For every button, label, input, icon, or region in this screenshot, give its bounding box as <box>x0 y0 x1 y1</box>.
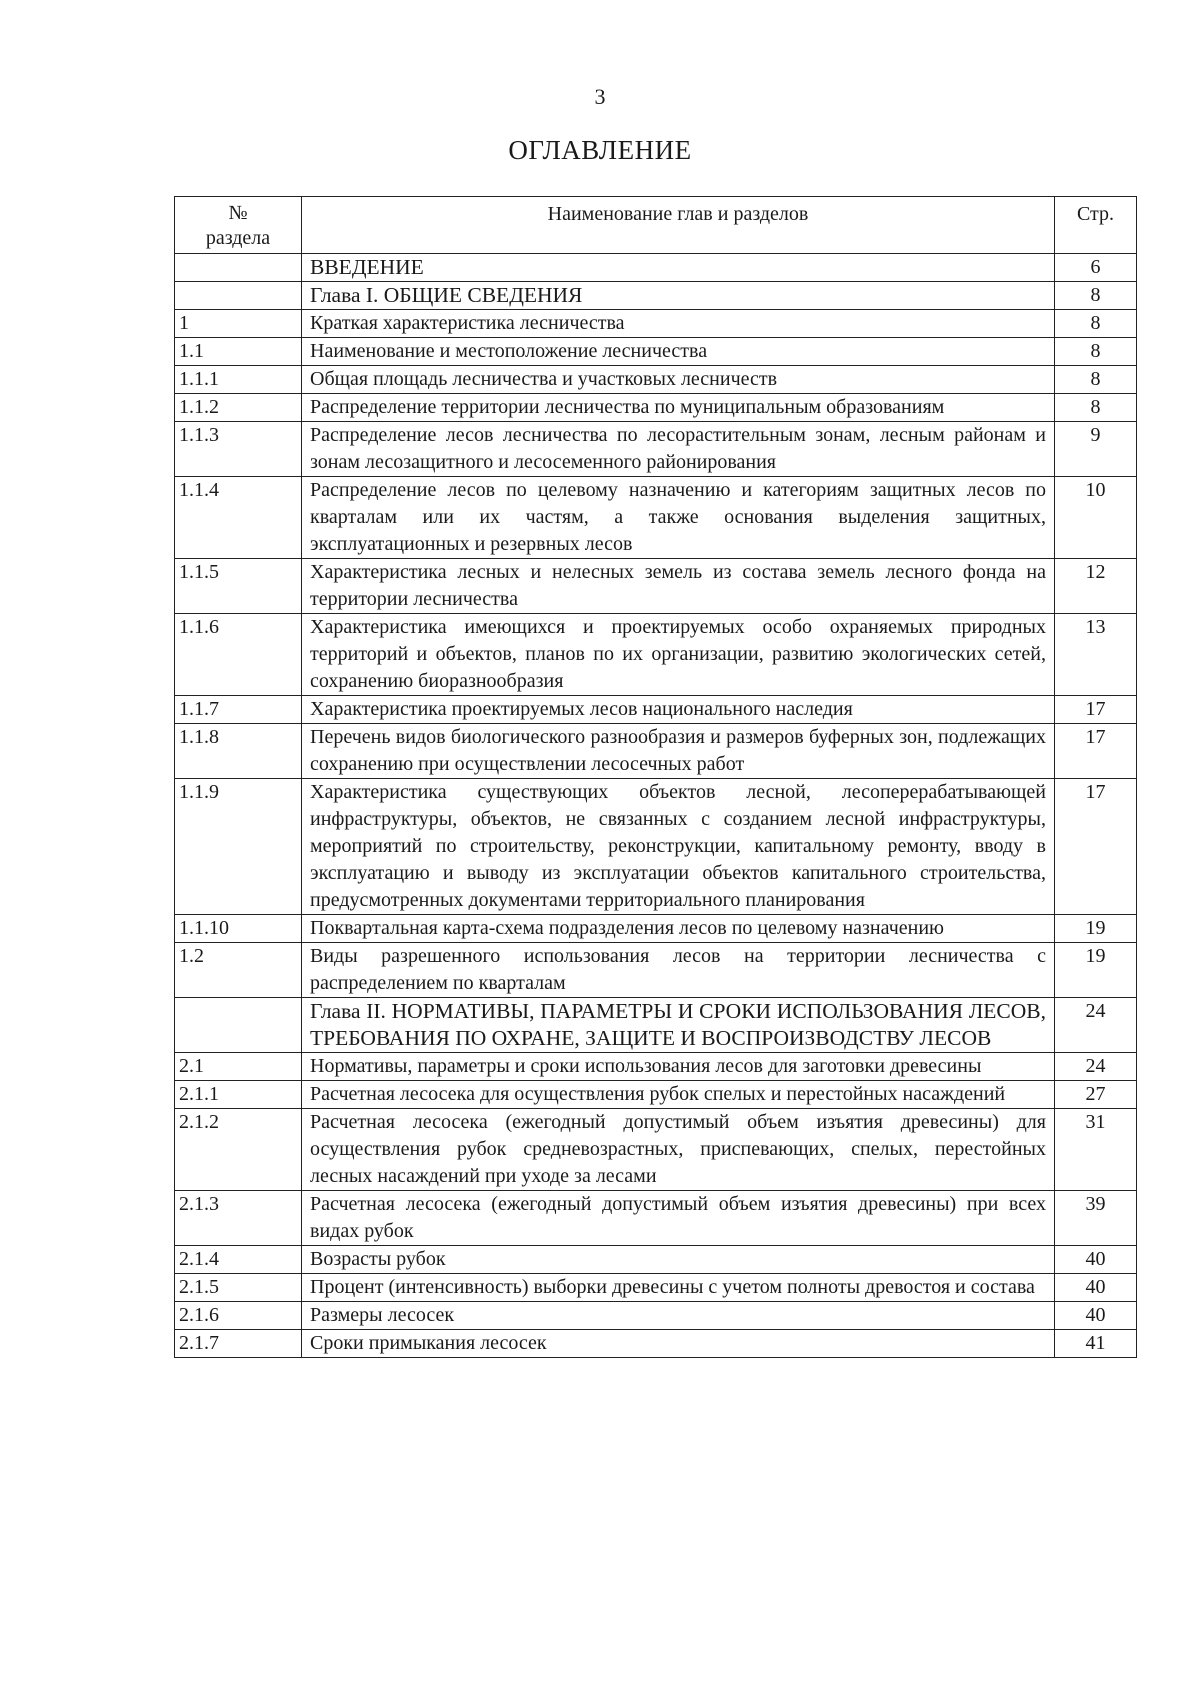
section-number: 2.1.3 <box>175 1191 302 1246</box>
toc-row <box>175 1302 1137 1330</box>
page-ref: 39 <box>1055 1191 1137 1246</box>
page-ref: 8 <box>1055 366 1137 394</box>
page-ref: 8 <box>1055 310 1137 338</box>
toc-row <box>175 1330 1137 1358</box>
section-title: Возрасты рубок <box>302 1246 1055 1274</box>
section-number: 1.1.10 <box>175 915 302 943</box>
page-ref: 13 <box>1055 614 1137 696</box>
toc-row <box>175 477 1137 559</box>
section-title: Краткая характеристика лесничества <box>302 310 1055 338</box>
section-title: Характеристика проектируемых лесов национального наследия <box>302 696 1055 724</box>
section-title: Распределение лесов лесничества по лесорастительным зонам, лесным районам и зонам лесозащитного и лесосеменного районирования <box>302 422 1055 477</box>
page-ref: 24 <box>1055 1053 1137 1081</box>
toc-row <box>175 1053 1137 1081</box>
section-number: 1.1.9 <box>175 779 302 915</box>
section-number: 1.1.1 <box>175 366 302 394</box>
toc-row <box>175 1246 1137 1274</box>
page-ref: 17 <box>1055 724 1137 779</box>
toc-header-row <box>175 197 1137 254</box>
page-ref: 17 <box>1055 779 1137 915</box>
section-title: Глава II. НОРМАТИВЫ, ПАРАМЕТРЫ И СРОКИ ИСПОЛЬЗОВАНИЯ ЛЕСОВ, ТРЕБОВАНИЯ ПО ОХРАНЕ, ЗАЩИТЕ И ВОСПРОИЗВОДСТВУ ЛЕСОВ <box>302 998 1055 1053</box>
section-number <box>175 254 302 282</box>
section-number: 1.1.3 <box>175 422 302 477</box>
page-ref: 8 <box>1055 338 1137 366</box>
toc-row <box>175 1274 1137 1302</box>
section-number: 2.1.5 <box>175 1274 302 1302</box>
section-title: Наименование и местоположение лесничества <box>302 338 1055 366</box>
section-title: Виды разрешенного использования лесов на территории лесничества с распределением по кварталам <box>302 943 1055 998</box>
page-ref: 19 <box>1055 943 1137 998</box>
toc-row <box>175 366 1137 394</box>
section-title-header: Наименование глав и разделов <box>302 197 1055 254</box>
section-title: ВВЕДЕНИЕ <box>302 254 1055 282</box>
section-title: Сроки примыкания лесосек <box>302 1330 1055 1358</box>
toc-row <box>175 338 1137 366</box>
page-ref: 27 <box>1055 1081 1137 1109</box>
section-number-header-line2: раздела <box>205 227 271 249</box>
section-number <box>175 282 302 310</box>
section-title: Распределение лесов по целевому назначению и категориям защитных лесов по кварталам или их частям, а также основания выделения защитных, эксплуатационных и резервных лесов <box>302 477 1055 559</box>
toc-row <box>175 394 1137 422</box>
section-title: Характеристика существующих объектов лесной, лесоперерабатывающей инфраструктуры, объектов, не связанных с созданием лесной инфраструктуры, мероприятий по строительству, реконструкции, капитальному ремонту, вводу в эксплуатацию и выводу из эксплуатации объектов капитального строительства, предусмотренных документами территориального планирования <box>302 779 1055 915</box>
section-number-header-line1: № <box>228 202 248 224</box>
section-title: Общая площадь лесничества и участковых лесничеств <box>302 366 1055 394</box>
section-number: 2.1.2 <box>175 1109 302 1191</box>
section-title: Поквартальная карта-схема подразделения лесов по целевому назначению <box>302 915 1055 943</box>
page-header: Стр. <box>1055 197 1137 254</box>
section-title: Характеристика имеющихся и проектируемых особо охраняемых природных территорий и объектов, планов по их организации, развитию экологических сетей, сохранению биоразнообразия <box>302 614 1055 696</box>
page-ref: 17 <box>1055 696 1137 724</box>
toc-row <box>175 1081 1137 1109</box>
section-number <box>175 998 302 1053</box>
section-title: Характеристика лесных и нелесных земель из состава земель лесного фонда на территории лесничества <box>302 559 1055 614</box>
toc-body <box>175 254 1137 1358</box>
toc-row <box>175 998 1137 1053</box>
toc-row <box>175 254 1137 282</box>
section-title: Расчетная лесосека для осуществления рубок спелых и перестойных насаждений <box>302 1081 1055 1109</box>
section-number: 1.1.4 <box>175 477 302 559</box>
toc-row <box>175 915 1137 943</box>
section-number: 1.1 <box>175 338 302 366</box>
section-number: 2.1 <box>175 1053 302 1081</box>
section-number: 1.1.8 <box>175 724 302 779</box>
section-number: 1.1.2 <box>175 394 302 422</box>
page-ref: 31 <box>1055 1109 1137 1191</box>
section-title: Глава I. ОБЩИЕ СВЕДЕНИЯ <box>302 282 1055 310</box>
page-ref: 12 <box>1055 559 1137 614</box>
page-ref: 40 <box>1055 1274 1137 1302</box>
section-number: 2.1.1 <box>175 1081 302 1109</box>
section-number: 2.1.7 <box>175 1330 302 1358</box>
toc-row <box>175 559 1137 614</box>
section-title: Распределение территории лесничества по муниципальным образованиям <box>302 394 1055 422</box>
section-title: Расчетная лесосека (ежегодный допустимый объем изъятия древесины) для осуществления рубок средневозрастных, приспевающих, спелых, перестойных лесных насаждений при уходе за лесами <box>302 1109 1055 1191</box>
toc-row <box>175 422 1137 477</box>
section-number: 1.1.7 <box>175 696 302 724</box>
section-title: Нормативы, параметры и сроки использования лесов для заготовки древесины <box>302 1053 1055 1081</box>
page-ref: 40 <box>1055 1302 1137 1330</box>
section-number: 1.1.6 <box>175 614 302 696</box>
section-title: Процент (интенсивность) выборки древесины с учетом полноты древостоя и состава <box>302 1274 1055 1302</box>
section-number-header <box>175 197 302 254</box>
page-ref: 40 <box>1055 1246 1137 1274</box>
toc-row <box>175 310 1137 338</box>
page-ref: 41 <box>1055 1330 1137 1358</box>
toc-row <box>175 943 1137 998</box>
page-ref: 6 <box>1055 254 1137 282</box>
toc-row <box>175 1191 1137 1246</box>
page-ref: 19 <box>1055 915 1137 943</box>
toc-row <box>175 1109 1137 1191</box>
toc-row <box>175 779 1137 915</box>
page-ref: 24 <box>1055 998 1137 1053</box>
section-number: 1.1.5 <box>175 559 302 614</box>
toc-row <box>175 724 1137 779</box>
section-number: 1.2 <box>175 943 302 998</box>
section-title: Размеры лесосек <box>302 1302 1055 1330</box>
toc-row <box>175 696 1137 724</box>
section-number: 2.1.4 <box>175 1246 302 1274</box>
toc-row <box>175 614 1137 696</box>
section-title: Перечень видов биологического разнообразия и размеров буферных зон, подлежащих сохранению при осуществлении лесосечных работ <box>302 724 1055 779</box>
page-ref: 8 <box>1055 282 1137 310</box>
page-number: 3 <box>594 84 606 109</box>
page-ref: 10 <box>1055 477 1137 559</box>
section-number: 1 <box>175 310 302 338</box>
page-ref: 8 <box>1055 394 1137 422</box>
page-title: ОГЛАВЛЕНИЕ <box>508 135 692 165</box>
toc-table <box>174 196 1137 1358</box>
section-title: Расчетная лесосека (ежегодный допустимый объем изъятия древесины) при всех видах рубок <box>302 1191 1055 1246</box>
toc-row <box>175 282 1137 310</box>
section-number: 2.1.6 <box>175 1302 302 1330</box>
page-ref: 9 <box>1055 422 1137 477</box>
